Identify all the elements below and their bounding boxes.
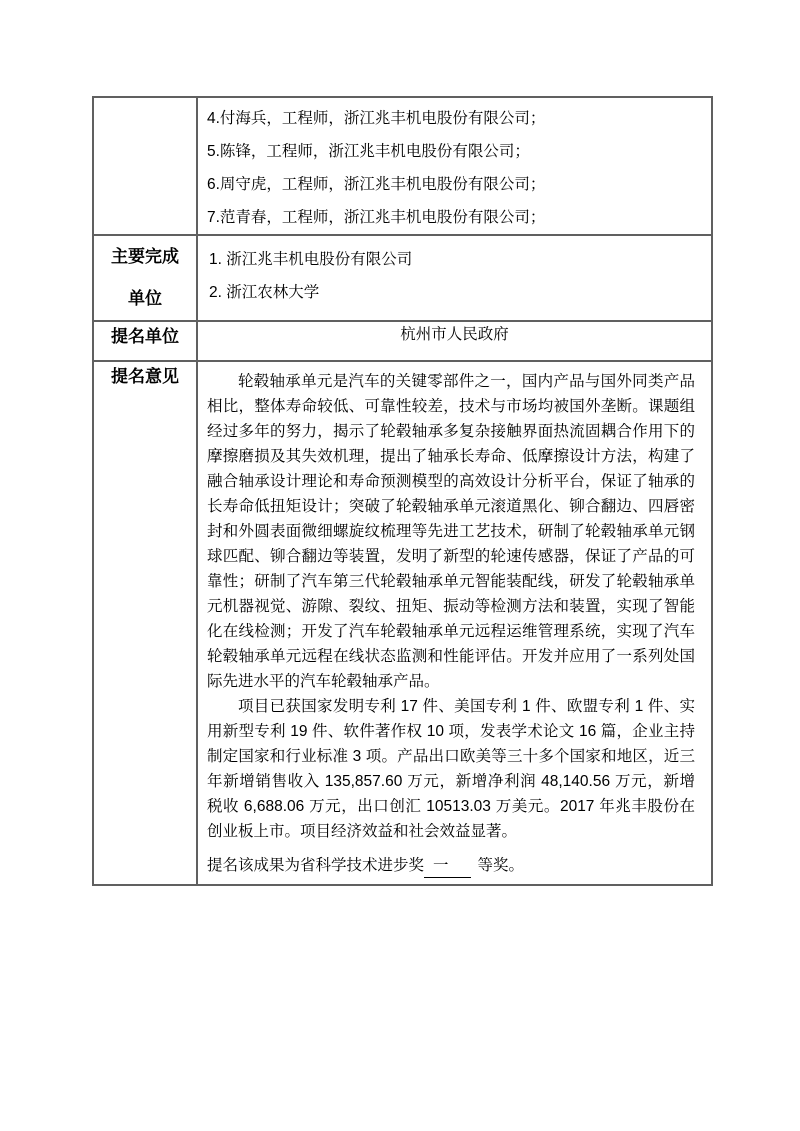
- opinion-label-cell: 提名意见: [93, 361, 197, 885]
- nominator-value-cell: 杭州市人民政府: [197, 321, 712, 361]
- main-units-cell: [197, 235, 712, 321]
- main-units-label-line2: 单位: [128, 289, 162, 308]
- opinion-conclusion-line: [207, 853, 695, 878]
- completer-item: 6.周守虎，工程师，浙江兆丰机电股份有限公司；: [207, 176, 546, 193]
- award-grade-blank: 一: [424, 855, 471, 878]
- nominator-label-cell: 提名单位: [93, 321, 197, 361]
- completers-cell: [197, 97, 712, 235]
- opinion-paragraph-2: 项目已获国家发明专利 17 件、美国专利 1 件、欧盟专利 1 件、实用新型专利 19 件、软件著作权 10 项，发表学术论文 16 篇，企业主持制定国家和行业标准 3 项。产品出口欧美等三十多个国家和地区，近三年新增销售收入 135,857.60 万元，新增净利润 48,140.56 万元，新增税收 6,688.06 万元，出口创汇 10513.03 万美元。2017 年兆丰股份在创业板上市。项目经济效益和社会效益显著。: [207, 698, 695, 840]
- nominator-row: [93, 321, 712, 361]
- completer-item: 7.范青春，工程师，浙江兆丰机电股份有限公司；: [207, 209, 546, 226]
- completers-row: [93, 97, 712, 235]
- opinion-cell: [197, 361, 712, 885]
- main-unit-item: 1. 浙江兆丰机电股份有限公司: [209, 251, 413, 268]
- opinion-paragraph-1: 轮毂轴承单元是汽车的关键零部件之一，国内产品与国外同类产品相比，整体寿命较低、可靠性较差，技术与市场均被国外垄断。课题组经过多年的努力，揭示了轮毂轴承多复杂接触界面热流固耦合作用下的摩擦磨损及其失效机理，提出了轴承长寿命、低摩擦设计方法，构建了融合轴承设计理论和寿命预测模型的高效设计分析平台，保证了轴承的长寿命低扭矩设计；突破了轮毂轴承单元滚道黑化、铆合翻边、四唇密封和外圆表面微细螺旋纹梳理等先进工艺技术，研制了轮毂轴承单元钢球匹配、铆合翻边等装置，发明了新型的轮速传感器，保证了产品的可靠性；研制了汽车第三代轮毂轴承单元智能装配线，研发了轮毂轴承单元机器视觉、游隙、裂纹、扭矩、振动等检测方法和装置，实现了智能化在线检测；开发了汽车轮毂轴承单元远程运维管理系统，实现了汽车轮毂轴承单元远程在线状态监测和性能评估。开发并应用了一系列处国际先进水平的汽车轮毂轴承产品。: [207, 373, 695, 690]
- conclusion-prefix: 提名该成果为省科学技术进步奖: [207, 857, 425, 874]
- main-units-label-line1: 主要完成: [111, 247, 179, 266]
- main-units-row: [93, 235, 712, 321]
- completer-item: 5.陈锋，工程师，浙江兆丰机电股份有限公司；: [207, 143, 530, 160]
- main-unit-item: 2. 浙江农林大学: [209, 284, 320, 301]
- completers-label-cell-empty: [93, 97, 197, 235]
- nomination-form-table: [92, 96, 713, 886]
- opinion-row: [93, 361, 712, 885]
- main-units-label-cell: [93, 235, 197, 321]
- conclusion-suffix: 等奖。: [477, 857, 525, 874]
- completer-item: 4.付海兵，工程师，浙江兆丰机电股份有限公司；: [207, 110, 546, 127]
